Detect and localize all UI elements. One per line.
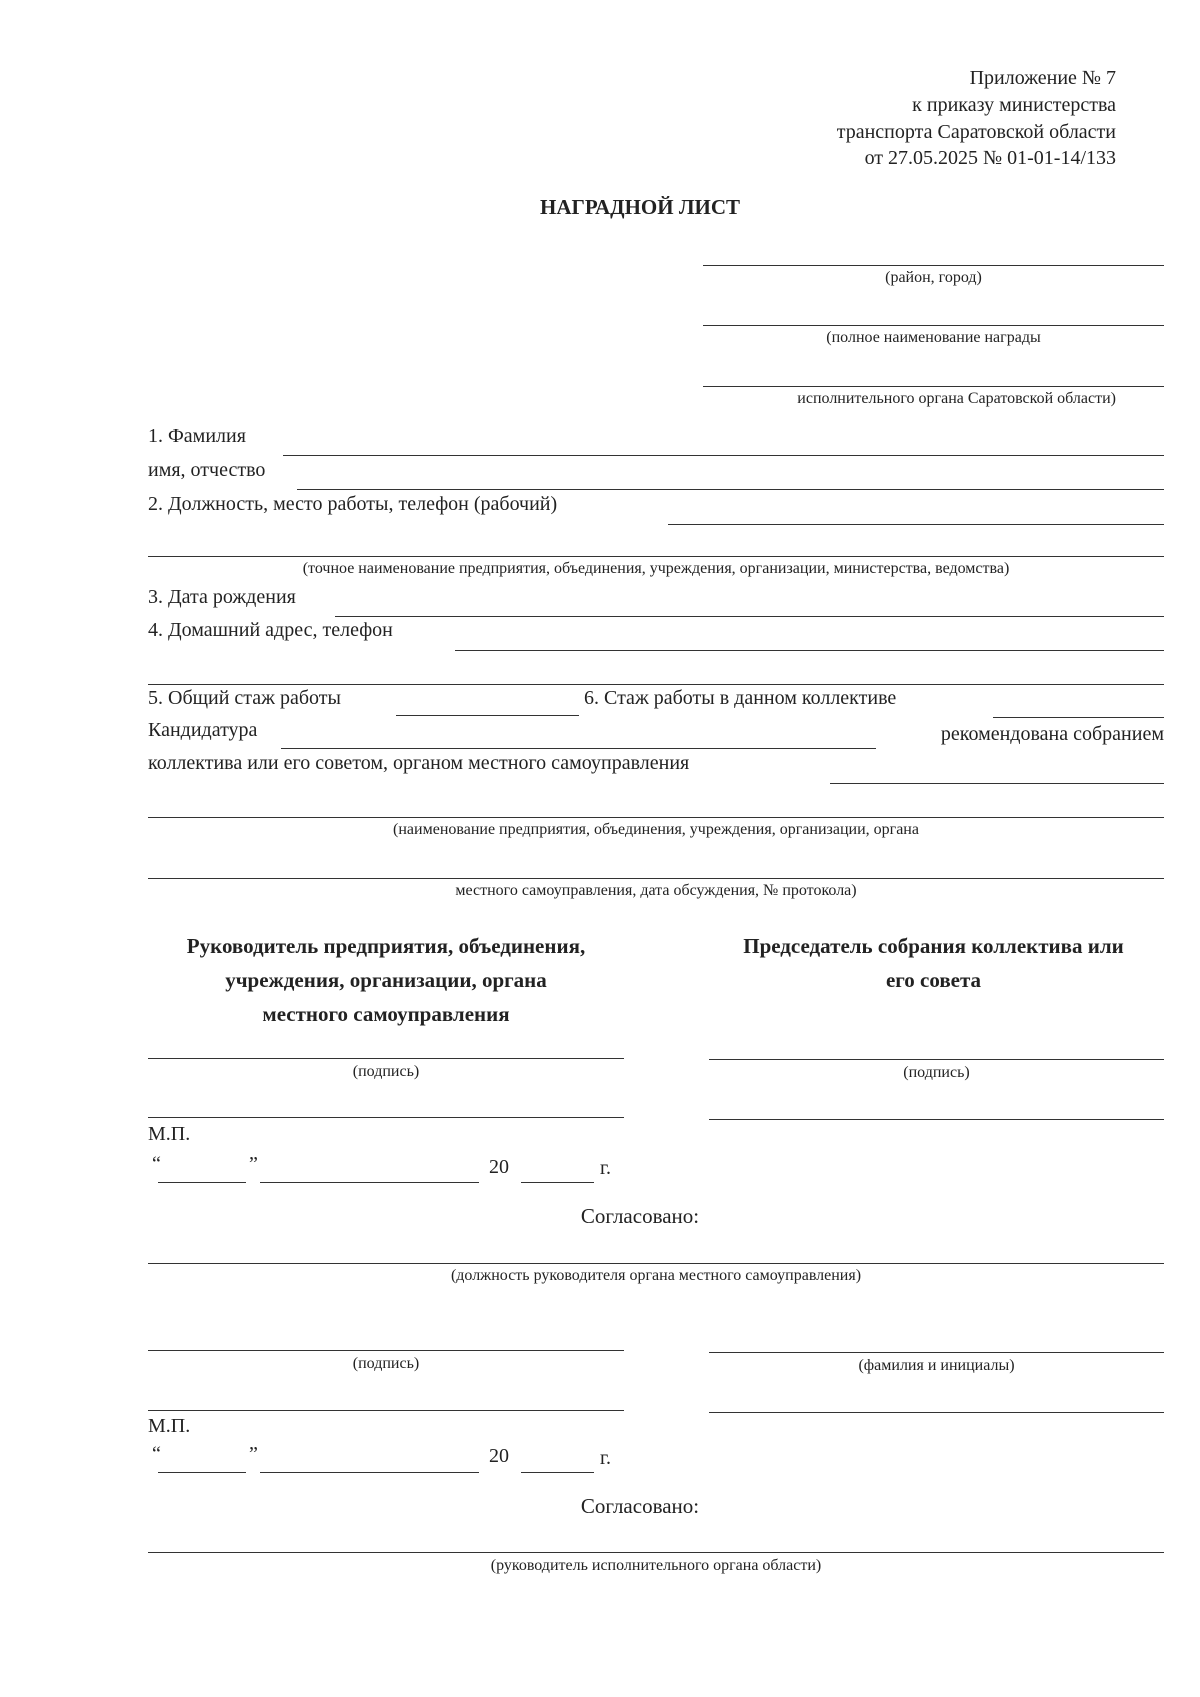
recommended-line[interactable] [830, 783, 1164, 784]
exec-body-hint: исполнительного органа Саратовской области) [797, 390, 1116, 407]
exec-body-line[interactable] [703, 386, 1164, 387]
date2-year-prefix: 20 [489, 1445, 509, 1467]
region-head-hint: (руководитель исполнительного органа области) [490, 1557, 822, 1574]
name-patronymic-line[interactable] [297, 489, 1164, 490]
organization-hint-1: (наименование предприятия, объединения, учреждения, организации, органа [393, 821, 919, 838]
candidacy-line[interactable] [281, 748, 876, 749]
award-name-hint: (полное наименование награды [826, 329, 1041, 346]
organization-line[interactable] [148, 817, 1164, 818]
head-position-hint: (должность руководителя органа местного самоуправления) [450, 1267, 862, 1284]
stamp-label: М.П. [148, 1123, 191, 1145]
workplace-hint: (точное наименование предприятия, объединения, учреждения, организации, министерства, ведомства) [302, 560, 1010, 577]
date-year-line[interactable] [521, 1182, 594, 1183]
date-year-suffix: г. [600, 1157, 611, 1179]
chairman-signature-line[interactable] [709, 1059, 1164, 1060]
position-label: 2. Должность, место работы, телефон (рабочий) [148, 493, 558, 515]
workplace-line[interactable] [148, 556, 1164, 557]
birth-date-line[interactable] [335, 616, 1164, 617]
head-position-line[interactable] [148, 1263, 1164, 1264]
address-line[interactable] [455, 650, 1164, 651]
agreed-label-2: Согласовано: [580, 1494, 700, 1518]
recommended-label-2: коллектива или его советом, органом местного самоуправления [148, 752, 690, 774]
chairman-signature-hint: (подпись) [903, 1064, 970, 1081]
candidacy-label: Кандидатура [148, 719, 258, 741]
date-year-prefix: 20 [489, 1156, 509, 1178]
appendix-line-3: транспорта Саратовской области [836, 121, 1116, 143]
date-month-line[interactable] [260, 1182, 479, 1183]
date2-year-suffix: г. [600, 1447, 611, 1469]
team-experience-label: 6. Стаж работы в данном коллективе [584, 687, 897, 709]
appendix-line-2: к приказу министерства [912, 94, 1116, 116]
date2-quote-close: ” [249, 1443, 258, 1465]
chairman-signature-title [703, 929, 1164, 997]
head-title-line-3: местного самоуправления [262, 1002, 510, 1026]
chairman-title-line-2: его совета [885, 968, 982, 992]
head-title-line-1: Руководитель предприятия, объединения, [186, 934, 586, 958]
surname-label: 1. Фамилия [148, 425, 246, 447]
chairman-title-line-1: Председатель собрания коллектива или [743, 934, 1124, 958]
date-quote-open: “ [152, 1153, 161, 1175]
region-head-line[interactable] [148, 1552, 1164, 1553]
position-line[interactable] [668, 524, 1164, 525]
recommended-label: рекомендована собранием [940, 723, 1164, 745]
local-head-extra-line-right[interactable] [709, 1412, 1164, 1413]
address-label: 4. Домашний адрес, телефон [148, 619, 393, 641]
surname-line[interactable] [283, 455, 1164, 456]
total-experience-label: 5. Общий стаж работы [148, 687, 341, 709]
head-signature-title [148, 929, 624, 1031]
local-head-signature-hint: (подпись) [352, 1355, 420, 1372]
organization-line-2[interactable] [148, 878, 1164, 879]
team-experience-line[interactable] [993, 717, 1164, 718]
birth-date-label: 3. Дата рождения [148, 586, 296, 608]
organization-hint-2: местного самоуправления, дата обсуждения, № протокола) [455, 882, 857, 899]
head-signature-line[interactable] [148, 1058, 624, 1059]
head-signature-hint: (подпись) [352, 1063, 420, 1080]
head-title-line-2: учреждения, организации, органа [225, 968, 547, 992]
district-hint: (район, город) [885, 269, 982, 286]
appendix-line-1: Приложение № 7 [969, 67, 1116, 89]
total-experience-line[interactable] [396, 715, 579, 716]
chairman-name-line[interactable] [709, 1119, 1164, 1120]
date2-month-line[interactable] [260, 1472, 479, 1473]
date2-quote-open: “ [152, 1443, 161, 1465]
local-head-name-line[interactable] [709, 1352, 1164, 1353]
local-head-name-hint: (фамилия и инициалы) [858, 1357, 1015, 1374]
award-name-line[interactable] [703, 325, 1164, 326]
date-quote-close: ” [249, 1153, 258, 1175]
name-patronymic-label: имя, отчество [148, 459, 266, 481]
district-line[interactable] [703, 265, 1164, 266]
stamp-label-2: М.П. [148, 1415, 191, 1437]
date2-year-line[interactable] [521, 1472, 594, 1473]
document-title: НАГРАДНОЙ ЛИСТ [539, 195, 741, 219]
head-name-line[interactable] [148, 1117, 624, 1118]
local-head-signature-line[interactable] [148, 1350, 624, 1351]
date2-day-line[interactable] [158, 1472, 246, 1473]
appendix-line-4: от 27.05.2025 № 01-01-14/133 [864, 147, 1116, 169]
date-day-line[interactable] [158, 1182, 246, 1183]
address-line-2[interactable] [148, 684, 1164, 685]
local-head-extra-line-left[interactable] [148, 1410, 624, 1411]
agreed-label-1: Согласовано: [580, 1204, 700, 1228]
